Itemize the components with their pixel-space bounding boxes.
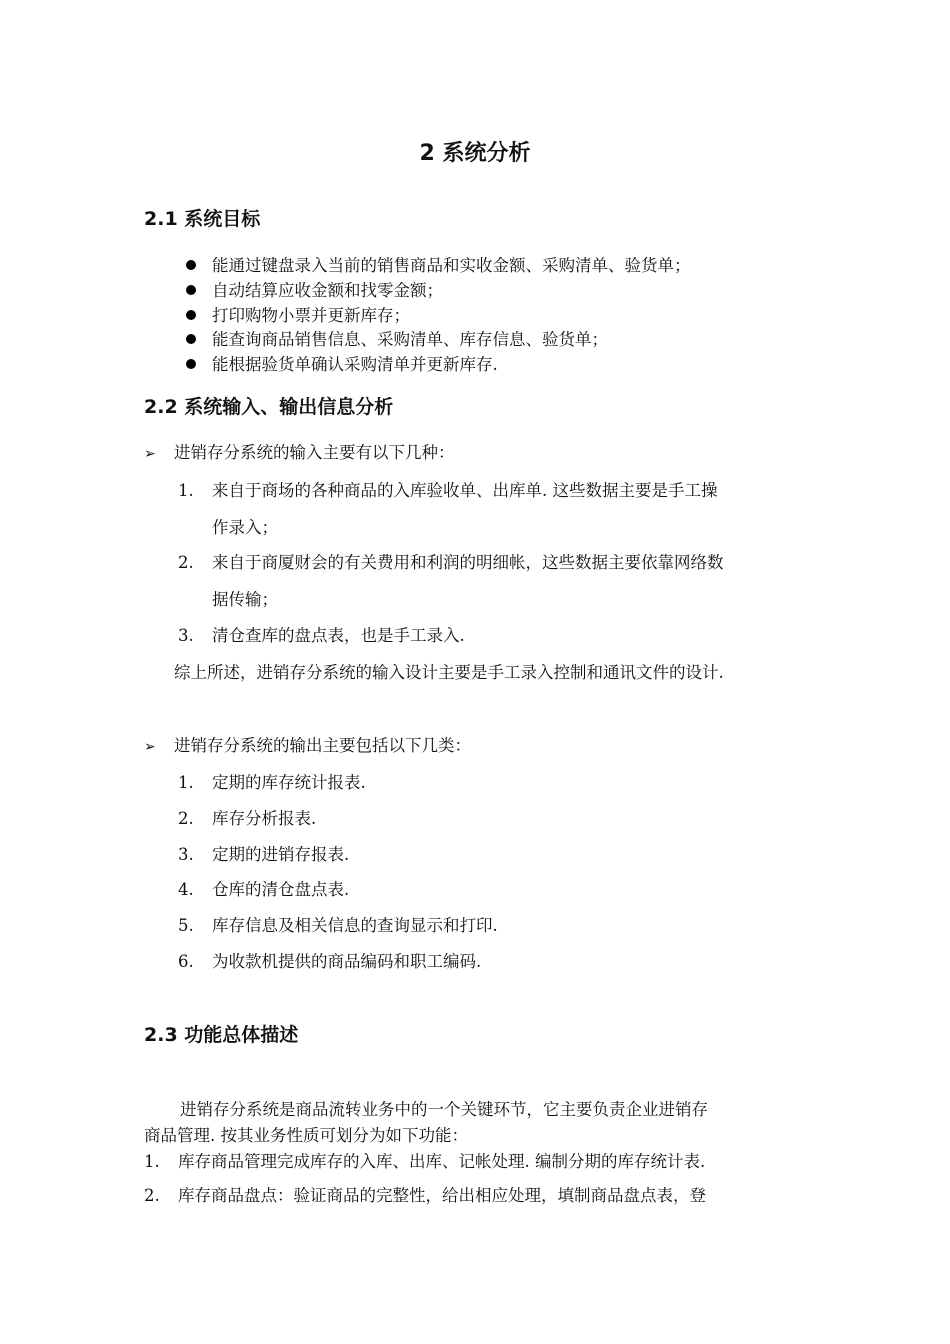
- output-item: 1. 定期的库存统计报表.: [178, 773, 366, 792]
- bullet-dot-icon: [186, 285, 196, 295]
- bullet-item: 能查询商品销售信息、采购清单、库存信息、验货单；: [186, 328, 608, 352]
- section-heading-2-1: 2.1 系统目标: [144, 208, 261, 230]
- bullet-item: 能通过键盘录入当前的销售商品和实收金额、采购清单、验货单；: [186, 254, 691, 278]
- paragraph-line: 进销存分系统是商品流转业务中的一个关键环节，它主要负责企业进销存: [180, 1100, 708, 1119]
- bullet-dot-icon: [186, 334, 196, 344]
- arrow-bullet-icon: ➢: [144, 446, 156, 462]
- bullet-item: 打印购物小票并更新库存；: [186, 304, 410, 328]
- bullet-dot-icon: [186, 359, 196, 369]
- section-heading-2-2: 2.2 系统输入、输出信息分析: [144, 396, 394, 418]
- section-heading-2-3: 2.3 功能总体描述: [144, 1024, 299, 1046]
- input-item: 2. 来自于商厦财会的有关费用和利润的明细帐，这些数据主要依靠网络数: [178, 553, 724, 572]
- output-item: 6. 为收款机提供的商品编码和职工编码.: [178, 952, 482, 971]
- bullet-dot-icon: [186, 260, 196, 270]
- input-intro: ➢ 进销存分系统的输入主要有以下几种：: [144, 441, 455, 465]
- output-item: 3. 定期的进销存报表.: [178, 845, 350, 864]
- function-item: 2. 库存商品盘点：验证商品的完整性，给出相应处理，填制商品盘点表，登: [144, 1186, 706, 1205]
- input-item-continuation: 据传输；: [212, 590, 278, 609]
- input-summary: 综上所述，进销存分系统的输入设计主要是手工录入控制和通讯文件的设计.: [174, 663, 724, 682]
- output-item: 2. 库存分析报表.: [178, 809, 317, 828]
- input-item-continuation: 作录入；: [212, 518, 278, 537]
- function-item: 1. 库存商品管理完成库存的入库、出库、记帐处理. 编制分期的库存统计表.: [144, 1152, 706, 1171]
- arrow-bullet-icon: ➢: [144, 739, 156, 755]
- paragraph-line: 商品管理. 按其业务性质可划分为如下功能：: [144, 1126, 468, 1145]
- output-intro: ➢ 进销存分系统的输出主要包括以下几类：: [144, 734, 471, 758]
- input-item: 3. 清仓查库的盘点表，也是手工录入.: [178, 626, 465, 645]
- bullet-dot-icon: [186, 310, 196, 320]
- output-item: 4. 仓库的清仓盘点表.: [178, 880, 350, 899]
- output-item: 5. 库存信息及相关信息的查询显示和打印.: [178, 916, 498, 935]
- bullet-item: 能根据验货单确认采购清单并更新库存.: [186, 353, 498, 377]
- chapter-title: 2 系统分析: [419, 141, 531, 166]
- bullet-item: 自动结算应收金额和找零金额；: [186, 279, 443, 303]
- input-item: 1. 来自于商场的各种商品的入库验收单、出库单. 这些数据主要是手工操: [178, 481, 718, 500]
